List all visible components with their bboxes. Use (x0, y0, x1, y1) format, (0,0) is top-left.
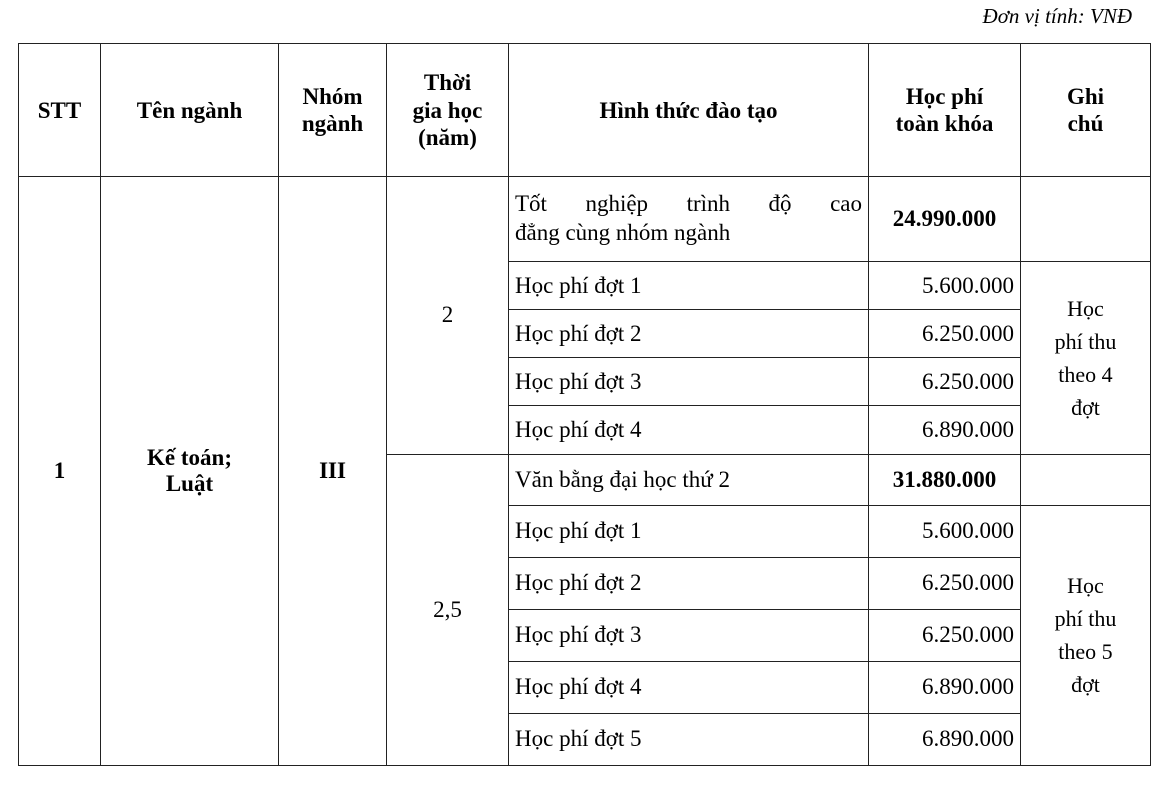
installment-amount: 6.890.000 (869, 661, 1021, 713)
header-thoi-gian-line3: (năm) (418, 124, 477, 150)
unit-note: Đơn vị tính: VNĐ (982, 4, 1132, 28)
installment-amount: 6.250.000 (869, 557, 1021, 609)
installment-amount: 6.250.000 (869, 358, 1021, 406)
cell-duration-group2: 2,5 (387, 454, 509, 765)
header-row (19, 44, 1151, 177)
group2-note-line3: theo 5 (1058, 639, 1113, 665)
header-nhom-nganh-line2: ngành (301, 111, 364, 137)
group1-note-line1: Học (1067, 295, 1104, 321)
cell-nhom-nganh: III (279, 177, 387, 766)
tuition-fee-table (18, 43, 1151, 766)
header-hinh-thuc: Hình thức đào tạo (509, 44, 869, 177)
cell-group1-note (1021, 262, 1151, 454)
installment-label: Học phí đợt 2 (509, 310, 869, 358)
installment-amount: 6.890.000 (869, 713, 1021, 765)
installment-label: Học phí đợt 2 (509, 557, 869, 609)
ten-nganh-line1: Kế toán; (147, 445, 232, 471)
group2-note-line1: Học (1067, 573, 1104, 599)
header-nhom-nganh-line1: Nhóm (302, 83, 363, 109)
cell-group2-note-empty (1021, 454, 1151, 505)
installment-label: Học phí đợt 4 (509, 406, 869, 454)
cell-group1-title (509, 177, 869, 262)
group1-note-line3: theo 4 (1058, 361, 1113, 387)
group1-note-line2: phí thu (1054, 328, 1117, 354)
cell-group1-note-empty (1021, 177, 1151, 262)
installment-label: Học phí đợt 1 (509, 262, 869, 310)
installment-label: Học phí đợt 5 (509, 713, 869, 765)
installment-label: Học phí đợt 3 (509, 358, 869, 406)
installment-label: Học phí đợt 3 (509, 609, 869, 661)
header-thoi-gian-line2: gia học (412, 97, 483, 123)
header-thoi-gian (387, 44, 509, 177)
header-ghi-chu-line2: chú (1067, 111, 1104, 137)
installment-label: Học phí đợt 1 (509, 505, 869, 557)
group1-title-line2: đẳng cùng nhóm ngành (515, 220, 731, 246)
header-ghi-chu-line1: Ghi (1066, 83, 1105, 109)
header-ghi-chu (1021, 44, 1151, 177)
installment-amount: 5.600.000 (869, 262, 1021, 310)
installment-amount: 6.250.000 (869, 310, 1021, 358)
ten-nganh-line2: Luật (165, 471, 214, 497)
installment-amount: 5.600.000 (869, 505, 1021, 557)
cell-group2-total: 31.880.000 (869, 454, 1021, 505)
group2-note-line2: phí thu (1054, 606, 1117, 632)
cell-duration-group1: 2 (387, 177, 509, 454)
installment-label: Học phí đợt 4 (509, 661, 869, 713)
cell-group2-title: Văn bằng đại học thứ 2 (509, 454, 869, 505)
cell-group1-total: 24.990.000 (869, 177, 1021, 262)
group1-note-line4: đợt (1071, 394, 1100, 420)
cell-group2-note (1021, 505, 1151, 765)
installment-amount: 6.890.000 (869, 406, 1021, 454)
header-hoc-phi-line2: toàn khóa (895, 111, 994, 137)
header-hoc-phi (869, 44, 1021, 177)
group1-title-line1: Tốt nghiệp trình độ cao (515, 191, 862, 217)
cell-stt: 1 (19, 177, 101, 766)
header-ten-nganh: Tên ngành (101, 44, 279, 177)
header-thoi-gian-line1: Thời (423, 70, 472, 96)
header-hoc-phi-line1: Học phí (905, 83, 984, 109)
header-stt: STT (19, 44, 101, 177)
installment-amount: 6.250.000 (869, 609, 1021, 661)
group2-note-line4: đợt (1071, 672, 1100, 698)
table-row (19, 177, 1151, 262)
header-nhom-nganh (279, 44, 387, 177)
cell-ten-nganh (101, 177, 279, 766)
